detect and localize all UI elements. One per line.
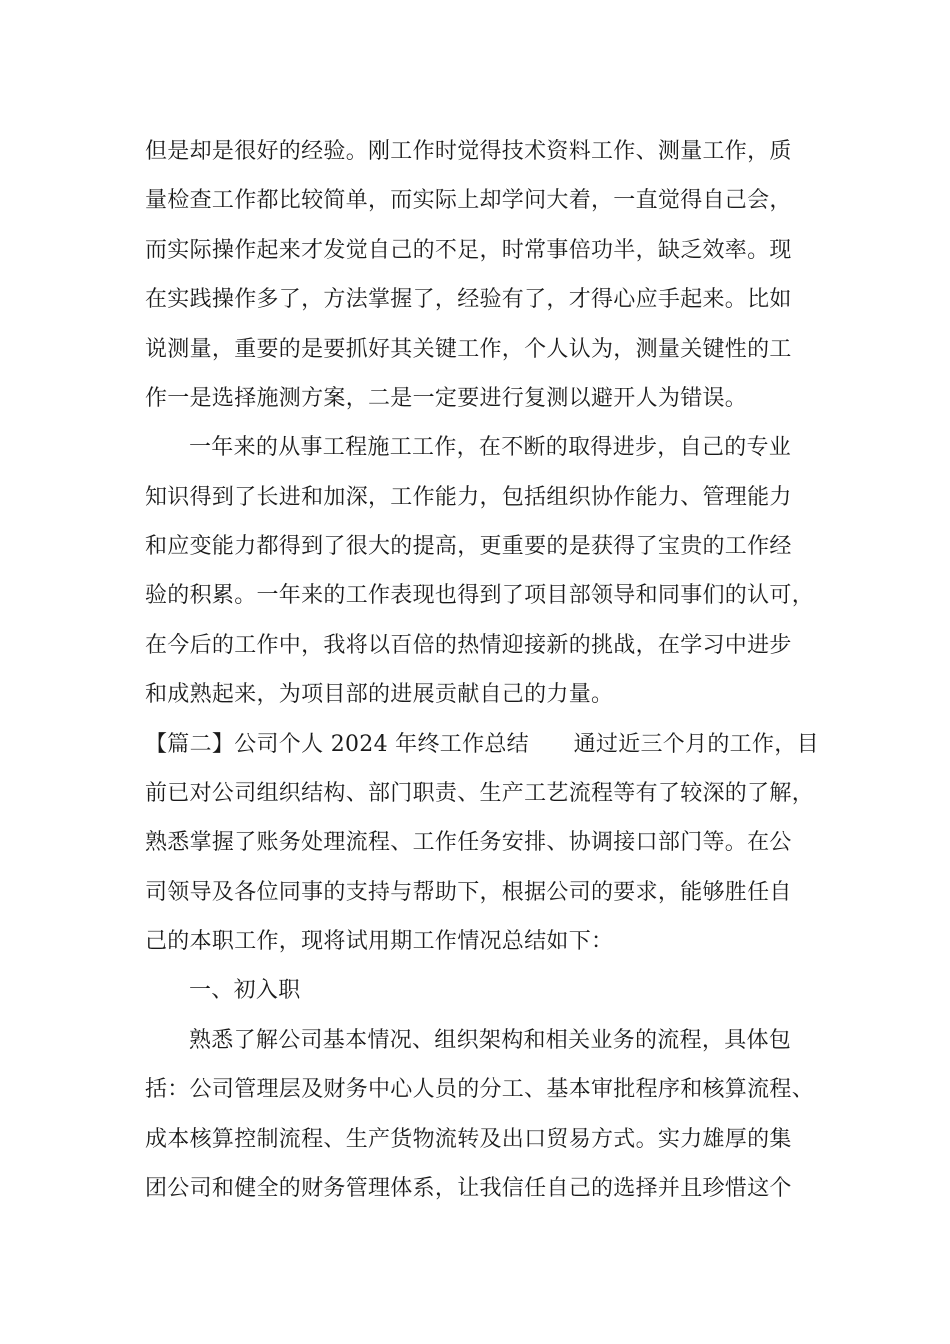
text-line: 熟悉掌握了账务处理流程、工作任务安排、协调接口部门等。在公 bbox=[145, 830, 792, 855]
section-heading-line: 【篇二】公司个人 2024 年终工作总结 通过近三个月的工作，目 bbox=[145, 732, 819, 757]
text-line: 成本核算控制流程、生产货物流转及出口贸易方式。实力雄厚的集 bbox=[145, 1127, 792, 1152]
text-line: 团公司和健全的财务管理体系，让我信任自己的选择并且珍惜这个 bbox=[145, 1176, 792, 1201]
text-line: 量检查工作都比较简单，而实际上却学问大着，一直觉得自己会， bbox=[145, 188, 792, 213]
text-line: 括：公司管理层及财务中心人员的分工、基本审批程序和核算流程、 bbox=[145, 1077, 815, 1102]
subheading-line: 一、初入职 bbox=[189, 978, 301, 1003]
text-line: 但是却是很好的经验。刚工作时觉得技术资料工作、测量工作，质 bbox=[145, 139, 792, 164]
text-line: 和应变能力都得到了很大的提高，更重要的是获得了宝贵的工作经 bbox=[145, 534, 792, 559]
text-line: 而实际操作起来才发觉自己的不足，时常事倍功半，缺乏效率。现 bbox=[145, 238, 792, 263]
text-line: 和成熟起来，为项目部的进展贡献自己的力量。 bbox=[145, 682, 614, 707]
text-line: 作一是选择施测方案，二是一定要进行复测以避开人为错误。 bbox=[145, 386, 748, 411]
text-line: 在今后的工作中，我将以百倍的热情迎接新的挑战，在学习中进步 bbox=[145, 633, 792, 658]
text-line: 知识得到了长进和加深，工作能力，包括组织协作能力、管理能力 bbox=[145, 485, 792, 510]
text-line: 己的本职工作，现将试用期工作情况总结如下： bbox=[145, 929, 614, 954]
text-line: 前已对公司组织结构、部门职责、生产工艺流程等有了较深的了解， bbox=[145, 781, 815, 806]
text-line: 说测量，重要的是要抓好其关键工作，个人认为，测量关键性的工 bbox=[145, 337, 792, 362]
text-line: 司领导及各位同事的支持与帮助下，根据公司的要求，能够胜任自 bbox=[145, 880, 792, 905]
text-line: 在实践操作多了，方法掌握了，经验有了，才得心应手起来。比如 bbox=[145, 287, 792, 312]
paragraph-start-line: 一年来的从事工程施工工作，在不断的取得进步，自己的专业 bbox=[189, 435, 792, 460]
text-line: 验的积累。一年来的工作表现也得到了项目部领导和同事们的认可， bbox=[145, 583, 815, 608]
paragraph-start-line: 熟悉了解公司基本情况、组织架构和相关业务的流程，具体包 bbox=[189, 1028, 792, 1053]
